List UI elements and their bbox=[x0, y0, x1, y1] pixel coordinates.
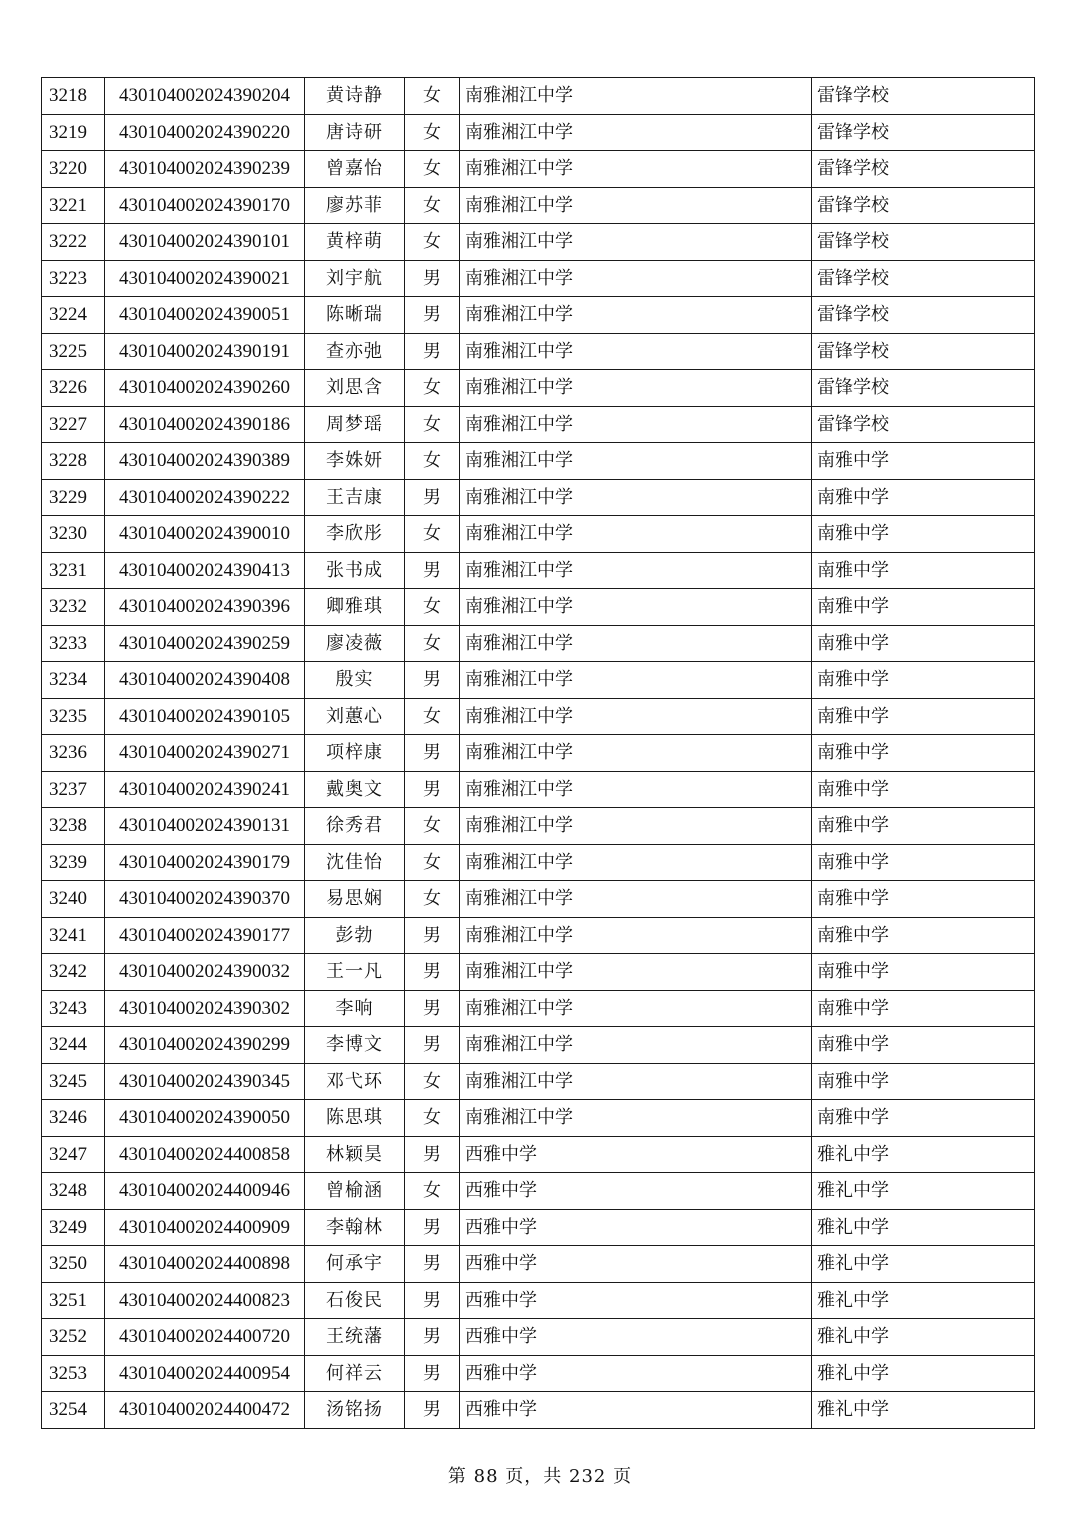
assigned-school-cell: 南雅中学 bbox=[812, 662, 1035, 699]
origin-school-cell: 南雅湘江中学 bbox=[460, 224, 812, 261]
assigned-school-cell: 雷锋学校 bbox=[812, 260, 1035, 297]
origin-school-cell: 南雅湘江中学 bbox=[460, 808, 812, 845]
student-gender-cell: 男 bbox=[405, 552, 460, 589]
student-table-body bbox=[42, 78, 1035, 1429]
assigned-school-cell: 南雅中学 bbox=[812, 844, 1035, 881]
student-name-cell: 周梦瑶 bbox=[305, 406, 405, 443]
assigned-school-cell: 雷锋学校 bbox=[812, 78, 1035, 115]
student-gender-cell: 男 bbox=[405, 1136, 460, 1173]
student-name-cell: 彭勃 bbox=[305, 917, 405, 954]
row-number-cell: 3232 bbox=[42, 589, 105, 626]
row-number-cell: 3224 bbox=[42, 297, 105, 334]
origin-school-cell: 南雅湘江中学 bbox=[460, 406, 812, 443]
student-gender-cell: 女 bbox=[405, 78, 460, 115]
origin-school-cell: 西雅中学 bbox=[460, 1282, 812, 1319]
origin-school-cell: 南雅湘江中学 bbox=[460, 516, 812, 553]
assigned-school-cell: 雅礼中学 bbox=[812, 1282, 1035, 1319]
origin-school-cell: 南雅湘江中学 bbox=[460, 954, 812, 991]
assigned-school-cell: 雷锋学校 bbox=[812, 224, 1035, 261]
student-gender-cell: 男 bbox=[405, 1319, 460, 1356]
table-row bbox=[42, 443, 1035, 480]
student-id-cell: 430104002024390204 bbox=[105, 78, 305, 115]
student-id-cell: 430104002024390408 bbox=[105, 662, 305, 699]
origin-school-cell: 南雅湘江中学 bbox=[460, 844, 812, 881]
assigned-school-cell: 南雅中学 bbox=[812, 771, 1035, 808]
table-row bbox=[42, 735, 1035, 772]
assigned-school-cell: 雅礼中学 bbox=[812, 1392, 1035, 1429]
assigned-school-cell: 雷锋学校 bbox=[812, 114, 1035, 151]
student-gender-cell: 女 bbox=[405, 443, 460, 480]
student-name-cell: 林颖昊 bbox=[305, 1136, 405, 1173]
student-name-cell: 项梓康 bbox=[305, 735, 405, 772]
assigned-school-cell: 南雅中学 bbox=[812, 516, 1035, 553]
student-name-cell: 王一凡 bbox=[305, 954, 405, 991]
student-gender-cell: 男 bbox=[405, 1282, 460, 1319]
student-name-cell: 陈思琪 bbox=[305, 1100, 405, 1137]
student-name-cell: 查亦弛 bbox=[305, 333, 405, 370]
row-number-cell: 3223 bbox=[42, 260, 105, 297]
assigned-school-cell: 南雅中学 bbox=[812, 735, 1035, 772]
student-name-cell: 徐秀君 bbox=[305, 808, 405, 845]
assigned-school-cell: 雷锋学校 bbox=[812, 406, 1035, 443]
table-row bbox=[42, 1100, 1035, 1137]
student-gender-cell: 女 bbox=[405, 224, 460, 261]
student-id-cell: 430104002024390389 bbox=[105, 443, 305, 480]
student-gender-cell: 男 bbox=[405, 1209, 460, 1246]
row-number-cell: 3231 bbox=[42, 552, 105, 589]
assigned-school-cell: 南雅中学 bbox=[812, 443, 1035, 480]
student-name-cell: 曾榆涵 bbox=[305, 1173, 405, 1210]
table-row bbox=[42, 954, 1035, 991]
assigned-school-cell: 雷锋学校 bbox=[812, 370, 1035, 407]
student-gender-cell: 男 bbox=[405, 990, 460, 1027]
page-footer bbox=[0, 1462, 1080, 1488]
student-id-cell: 430104002024390396 bbox=[105, 589, 305, 626]
student-id-cell: 430104002024390050 bbox=[105, 1100, 305, 1137]
table-row bbox=[42, 151, 1035, 188]
student-name-cell: 廖苏菲 bbox=[305, 187, 405, 224]
student-gender-cell: 女 bbox=[405, 1100, 460, 1137]
origin-school-cell: 南雅湘江中学 bbox=[460, 151, 812, 188]
row-number-cell: 3222 bbox=[42, 224, 105, 261]
row-number-cell: 3221 bbox=[42, 187, 105, 224]
student-id-cell: 430104002024400472 bbox=[105, 1392, 305, 1429]
row-number-cell: 3233 bbox=[42, 625, 105, 662]
student-name-cell: 何祥云 bbox=[305, 1355, 405, 1392]
student-name-cell: 李欣彤 bbox=[305, 516, 405, 553]
origin-school-cell: 南雅湘江中学 bbox=[460, 187, 812, 224]
student-gender-cell: 男 bbox=[405, 1246, 460, 1283]
student-id-cell: 430104002024390222 bbox=[105, 479, 305, 516]
student-name-cell: 廖凌薇 bbox=[305, 625, 405, 662]
student-id-cell: 430104002024390239 bbox=[105, 151, 305, 188]
origin-school-cell: 南雅湘江中学 bbox=[460, 771, 812, 808]
table-row bbox=[42, 406, 1035, 443]
origin-school-cell: 南雅湘江中学 bbox=[460, 589, 812, 626]
student-id-cell: 430104002024390186 bbox=[105, 406, 305, 443]
student-gender-cell: 女 bbox=[405, 151, 460, 188]
student-name-cell: 李翰林 bbox=[305, 1209, 405, 1246]
table-row bbox=[42, 589, 1035, 626]
row-number-cell: 3219 bbox=[42, 114, 105, 151]
table-row bbox=[42, 333, 1035, 370]
assigned-school-cell: 南雅中学 bbox=[812, 881, 1035, 918]
row-number-cell: 3235 bbox=[42, 698, 105, 735]
row-number-cell: 3252 bbox=[42, 1319, 105, 1356]
row-number-cell: 3248 bbox=[42, 1173, 105, 1210]
student-name-cell: 何承宇 bbox=[305, 1246, 405, 1283]
table-row bbox=[42, 808, 1035, 845]
row-number-cell: 3242 bbox=[42, 954, 105, 991]
origin-school-cell: 西雅中学 bbox=[460, 1173, 812, 1210]
table-row bbox=[42, 224, 1035, 261]
student-id-cell: 430104002024390271 bbox=[105, 735, 305, 772]
assigned-school-cell: 雅礼中学 bbox=[812, 1246, 1035, 1283]
row-number-cell: 3228 bbox=[42, 443, 105, 480]
table-row bbox=[42, 78, 1035, 115]
student-name-cell: 刘思含 bbox=[305, 370, 405, 407]
student-id-cell: 430104002024390413 bbox=[105, 552, 305, 589]
origin-school-cell: 南雅湘江中学 bbox=[460, 333, 812, 370]
student-name-cell: 戴奥文 bbox=[305, 771, 405, 808]
table-row bbox=[42, 516, 1035, 553]
student-id-cell: 430104002024390241 bbox=[105, 771, 305, 808]
student-gender-cell: 男 bbox=[405, 954, 460, 991]
student-id-cell: 430104002024400954 bbox=[105, 1355, 305, 1392]
student-id-cell: 430104002024400720 bbox=[105, 1319, 305, 1356]
student-gender-cell: 女 bbox=[405, 187, 460, 224]
row-number-cell: 3230 bbox=[42, 516, 105, 553]
row-number-cell: 3238 bbox=[42, 808, 105, 845]
student-name-cell: 易思娴 bbox=[305, 881, 405, 918]
assigned-school-cell: 雷锋学校 bbox=[812, 151, 1035, 188]
row-number-cell: 3227 bbox=[42, 406, 105, 443]
origin-school-cell: 南雅湘江中学 bbox=[460, 78, 812, 115]
student-gender-cell: 男 bbox=[405, 662, 460, 699]
student-gender-cell: 女 bbox=[405, 370, 460, 407]
table-row bbox=[42, 771, 1035, 808]
row-number-cell: 3220 bbox=[42, 151, 105, 188]
table-row bbox=[42, 1173, 1035, 1210]
student-gender-cell: 男 bbox=[405, 917, 460, 954]
table-row bbox=[42, 1246, 1035, 1283]
row-number-cell: 3250 bbox=[42, 1246, 105, 1283]
row-number-cell: 3253 bbox=[42, 1355, 105, 1392]
student-name-cell: 邓弋环 bbox=[305, 1063, 405, 1100]
student-name-cell: 殷实 bbox=[305, 662, 405, 699]
student-id-cell: 430104002024390302 bbox=[105, 990, 305, 1027]
student-gender-cell: 女 bbox=[405, 844, 460, 881]
student-gender-cell: 男 bbox=[405, 333, 460, 370]
table-row bbox=[42, 260, 1035, 297]
student-gender-cell: 男 bbox=[405, 479, 460, 516]
assigned-school-cell: 南雅中学 bbox=[812, 808, 1035, 845]
origin-school-cell: 南雅湘江中学 bbox=[460, 297, 812, 334]
student-name-cell: 张书成 bbox=[305, 552, 405, 589]
student-name-cell: 沈佳怡 bbox=[305, 844, 405, 881]
assigned-school-cell: 南雅中学 bbox=[812, 954, 1035, 991]
table-row bbox=[42, 114, 1035, 151]
assigned-school-cell: 雷锋学校 bbox=[812, 297, 1035, 334]
table-row bbox=[42, 1355, 1035, 1392]
student-gender-cell: 男 bbox=[405, 1027, 460, 1064]
row-number-cell: 3240 bbox=[42, 881, 105, 918]
assigned-school-cell: 南雅中学 bbox=[812, 1063, 1035, 1100]
origin-school-cell: 西雅中学 bbox=[460, 1136, 812, 1173]
row-number-cell: 3234 bbox=[42, 662, 105, 699]
student-gender-cell: 男 bbox=[405, 735, 460, 772]
student-gender-cell: 男 bbox=[405, 771, 460, 808]
table-row bbox=[42, 1282, 1035, 1319]
row-number-cell: 3254 bbox=[42, 1392, 105, 1429]
table-row bbox=[42, 187, 1035, 224]
table-row bbox=[42, 552, 1035, 589]
origin-school-cell: 南雅湘江中学 bbox=[460, 479, 812, 516]
assigned-school-cell: 雷锋学校 bbox=[812, 187, 1035, 224]
origin-school-cell: 南雅湘江中学 bbox=[460, 735, 812, 772]
table-row bbox=[42, 1136, 1035, 1173]
origin-school-cell: 南雅湘江中学 bbox=[460, 114, 812, 151]
table-row bbox=[42, 370, 1035, 407]
student-id-cell: 430104002024390105 bbox=[105, 698, 305, 735]
assigned-school-cell: 雷锋学校 bbox=[812, 333, 1035, 370]
origin-school-cell: 西雅中学 bbox=[460, 1392, 812, 1429]
student-id-cell: 430104002024400946 bbox=[105, 1173, 305, 1210]
row-number-cell: 3218 bbox=[42, 78, 105, 115]
student-name-cell: 曾嘉怡 bbox=[305, 151, 405, 188]
student-id-cell: 430104002024390191 bbox=[105, 333, 305, 370]
table-row bbox=[42, 1319, 1035, 1356]
row-number-cell: 3239 bbox=[42, 844, 105, 881]
origin-school-cell: 南雅湘江中学 bbox=[460, 698, 812, 735]
table-row bbox=[42, 662, 1035, 699]
assigned-school-cell: 雅礼中学 bbox=[812, 1355, 1035, 1392]
page-number-label: 第 88 页，共 232 页 bbox=[447, 1466, 633, 1487]
assigned-school-cell: 南雅中学 bbox=[812, 990, 1035, 1027]
student-name-cell: 李响 bbox=[305, 990, 405, 1027]
assigned-school-cell: 雅礼中学 bbox=[812, 1319, 1035, 1356]
row-number-cell: 3245 bbox=[42, 1063, 105, 1100]
assigned-school-cell: 南雅中学 bbox=[812, 1100, 1035, 1137]
student-id-cell: 430104002024400858 bbox=[105, 1136, 305, 1173]
student-name-cell: 王统藩 bbox=[305, 1319, 405, 1356]
assigned-school-cell: 雅礼中学 bbox=[812, 1209, 1035, 1246]
student-name-cell: 卿雅琪 bbox=[305, 589, 405, 626]
student-id-cell: 430104002024390170 bbox=[105, 187, 305, 224]
row-number-cell: 3225 bbox=[42, 333, 105, 370]
student-id-cell: 430104002024390177 bbox=[105, 917, 305, 954]
origin-school-cell: 南雅湘江中学 bbox=[460, 990, 812, 1027]
origin-school-cell: 南雅湘江中学 bbox=[460, 625, 812, 662]
table-row bbox=[42, 990, 1035, 1027]
student-name-cell: 王吉康 bbox=[305, 479, 405, 516]
table-row bbox=[42, 698, 1035, 735]
table-row bbox=[42, 844, 1035, 881]
origin-school-cell: 南雅湘江中学 bbox=[460, 1063, 812, 1100]
row-number-cell: 3229 bbox=[42, 479, 105, 516]
origin-school-cell: 南雅湘江中学 bbox=[460, 1100, 812, 1137]
student-id-cell: 430104002024400823 bbox=[105, 1282, 305, 1319]
student-id-cell: 430104002024390021 bbox=[105, 260, 305, 297]
origin-school-cell: 南雅湘江中学 bbox=[460, 881, 812, 918]
student-id-cell: 430104002024390179 bbox=[105, 844, 305, 881]
student-gender-cell: 女 bbox=[405, 114, 460, 151]
assigned-school-cell: 南雅中学 bbox=[812, 479, 1035, 516]
row-number-cell: 3246 bbox=[42, 1100, 105, 1137]
table-row bbox=[42, 479, 1035, 516]
assigned-school-cell: 南雅中学 bbox=[812, 589, 1035, 626]
student-id-cell: 430104002024390131 bbox=[105, 808, 305, 845]
student-name-cell: 黄梓萌 bbox=[305, 224, 405, 261]
student-gender-cell: 男 bbox=[405, 260, 460, 297]
table-row bbox=[42, 1063, 1035, 1100]
student-gender-cell: 女 bbox=[405, 1173, 460, 1210]
student-name-cell: 刘蕙心 bbox=[305, 698, 405, 735]
row-number-cell: 3251 bbox=[42, 1282, 105, 1319]
student-id-cell: 430104002024390370 bbox=[105, 881, 305, 918]
origin-school-cell: 西雅中学 bbox=[460, 1319, 812, 1356]
assigned-school-cell: 南雅中学 bbox=[812, 552, 1035, 589]
student-gender-cell: 男 bbox=[405, 1392, 460, 1429]
assigned-school-cell: 南雅中学 bbox=[812, 1027, 1035, 1064]
row-number-cell: 3226 bbox=[42, 370, 105, 407]
assigned-school-cell: 南雅中学 bbox=[812, 625, 1035, 662]
assigned-school-cell: 雅礼中学 bbox=[812, 1173, 1035, 1210]
student-id-cell: 430104002024390101 bbox=[105, 224, 305, 261]
table-row bbox=[42, 917, 1035, 954]
student-table bbox=[41, 77, 1035, 1429]
student-gender-cell: 女 bbox=[405, 516, 460, 553]
table-row bbox=[42, 1209, 1035, 1246]
assigned-school-cell: 南雅中学 bbox=[812, 698, 1035, 735]
table-row bbox=[42, 625, 1035, 662]
student-id-cell: 430104002024400909 bbox=[105, 1209, 305, 1246]
student-id-cell: 430104002024400898 bbox=[105, 1246, 305, 1283]
student-gender-cell: 女 bbox=[405, 589, 460, 626]
origin-school-cell: 南雅湘江中学 bbox=[460, 443, 812, 480]
student-id-cell: 430104002024390010 bbox=[105, 516, 305, 553]
row-number-cell: 3244 bbox=[42, 1027, 105, 1064]
origin-school-cell: 西雅中学 bbox=[460, 1355, 812, 1392]
table-row bbox=[42, 1027, 1035, 1064]
student-id-cell: 430104002024390032 bbox=[105, 954, 305, 991]
origin-school-cell: 南雅湘江中学 bbox=[460, 552, 812, 589]
student-name-cell: 陈晰瑞 bbox=[305, 297, 405, 334]
student-gender-cell: 女 bbox=[405, 881, 460, 918]
origin-school-cell: 南雅湘江中学 bbox=[460, 662, 812, 699]
row-number-cell: 3237 bbox=[42, 771, 105, 808]
student-gender-cell: 女 bbox=[405, 808, 460, 845]
row-number-cell: 3247 bbox=[42, 1136, 105, 1173]
origin-school-cell: 西雅中学 bbox=[460, 1246, 812, 1283]
student-gender-cell: 女 bbox=[405, 625, 460, 662]
student-name-cell: 李博文 bbox=[305, 1027, 405, 1064]
row-number-cell: 3241 bbox=[42, 917, 105, 954]
student-name-cell: 汤铭扬 bbox=[305, 1392, 405, 1429]
student-id-cell: 430104002024390299 bbox=[105, 1027, 305, 1064]
origin-school-cell: 南雅湘江中学 bbox=[460, 1027, 812, 1064]
table-row bbox=[42, 297, 1035, 334]
student-id-cell: 430104002024390220 bbox=[105, 114, 305, 151]
student-id-cell: 430104002024390260 bbox=[105, 370, 305, 407]
student-gender-cell: 男 bbox=[405, 297, 460, 334]
table-row bbox=[42, 881, 1035, 918]
origin-school-cell: 南雅湘江中学 bbox=[460, 370, 812, 407]
student-name-cell: 刘宇航 bbox=[305, 260, 405, 297]
assigned-school-cell: 雅礼中学 bbox=[812, 1136, 1035, 1173]
student-gender-cell: 男 bbox=[405, 1355, 460, 1392]
origin-school-cell: 西雅中学 bbox=[460, 1209, 812, 1246]
assigned-school-cell: 南雅中学 bbox=[812, 917, 1035, 954]
student-gender-cell: 女 bbox=[405, 698, 460, 735]
table-row bbox=[42, 1392, 1035, 1429]
student-name-cell: 黄诗静 bbox=[305, 78, 405, 115]
row-number-cell: 3236 bbox=[42, 735, 105, 772]
student-id-cell: 430104002024390051 bbox=[105, 297, 305, 334]
student-name-cell: 石俊民 bbox=[305, 1282, 405, 1319]
student-gender-cell: 女 bbox=[405, 406, 460, 443]
student-table-wrapper bbox=[41, 77, 1034, 1429]
student-name-cell: 唐诗研 bbox=[305, 114, 405, 151]
student-name-cell: 李姝妍 bbox=[305, 443, 405, 480]
student-id-cell: 430104002024390345 bbox=[105, 1063, 305, 1100]
student-id-cell: 430104002024390259 bbox=[105, 625, 305, 662]
row-number-cell: 3243 bbox=[42, 990, 105, 1027]
student-gender-cell: 女 bbox=[405, 1063, 460, 1100]
origin-school-cell: 南雅湘江中学 bbox=[460, 917, 812, 954]
row-number-cell: 3249 bbox=[42, 1209, 105, 1246]
origin-school-cell: 南雅湘江中学 bbox=[460, 260, 812, 297]
